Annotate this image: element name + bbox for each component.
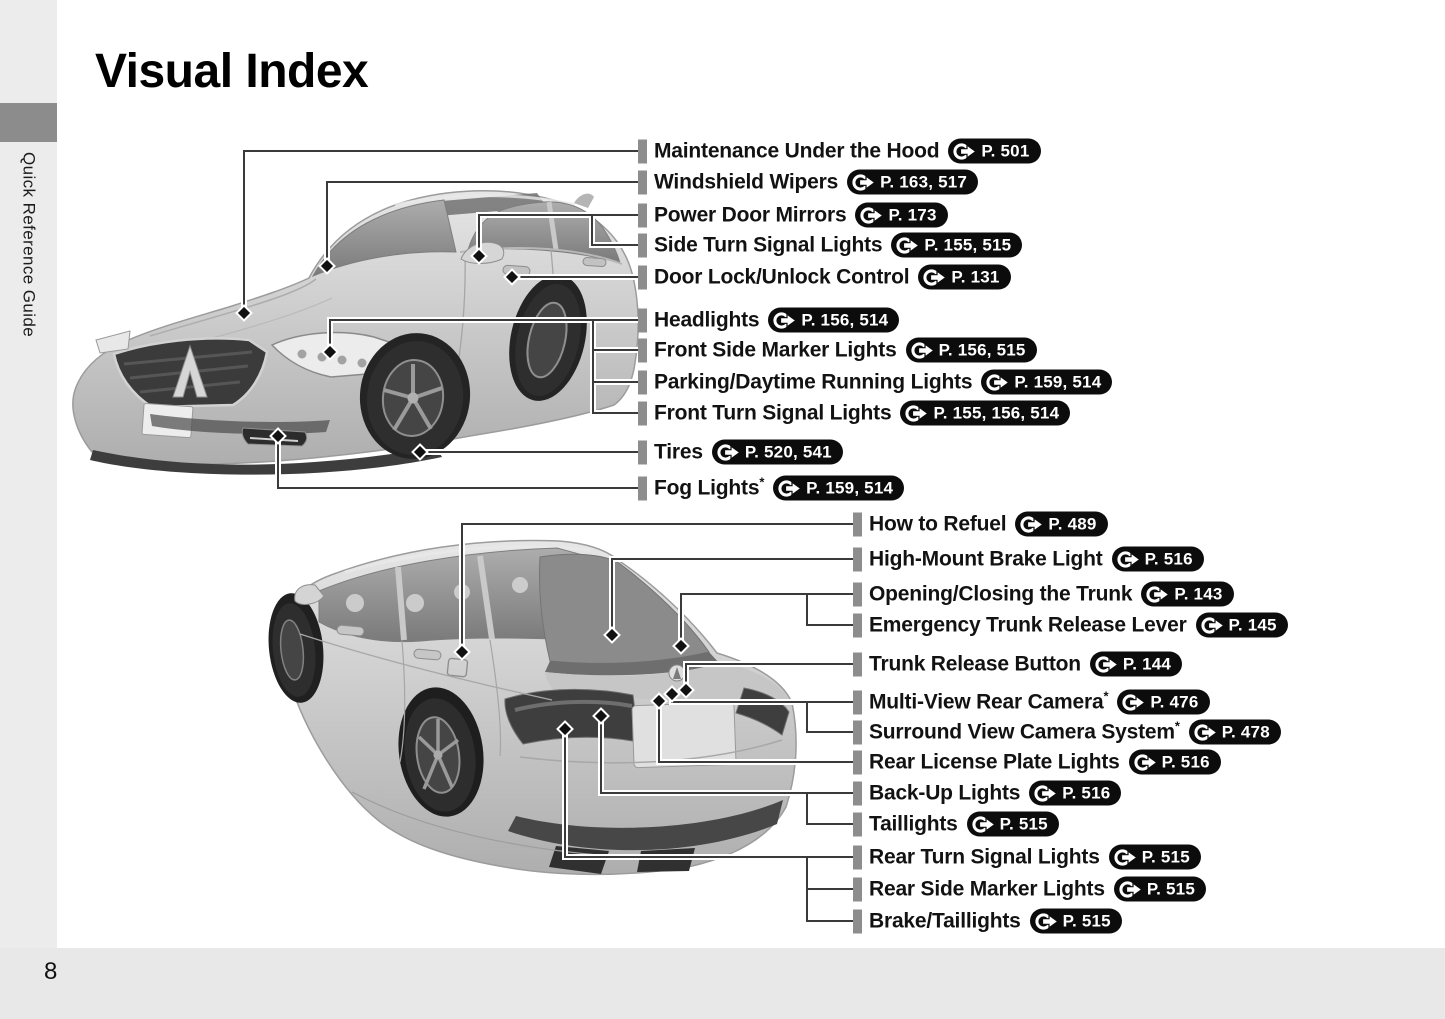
page-reference-text: P. 516	[1144, 549, 1193, 568]
connector-line	[807, 594, 853, 625]
page-reference-badge[interactable]	[1196, 613, 1288, 638]
callout-label: Windshield Wipers	[654, 170, 839, 193]
connector-line	[681, 594, 853, 646]
front-car-illustration	[73, 191, 638, 475]
page-reference-text: P. 516	[1062, 783, 1111, 802]
callout-front-turn-signal-lights	[638, 401, 1070, 426]
circle-arrow-right-icon	[778, 478, 802, 498]
circle-arrow-right-icon	[1194, 722, 1218, 742]
callout-tick-bar	[853, 547, 862, 571]
page-reference-text: P. 520, 541	[744, 442, 832, 461]
callout-label: Front Turn Signal Lights	[654, 401, 892, 424]
page-reference-text: P. 143	[1174, 584, 1223, 603]
callout-label: Power Door Mirrors	[654, 203, 847, 226]
callout-tick-bar	[638, 401, 647, 425]
circle-arrow-right-icon	[1122, 692, 1146, 712]
page-reference-badge[interactable]	[981, 370, 1112, 395]
circle-arrow-right-icon	[1095, 654, 1119, 674]
page-reference-badge[interactable]	[1114, 877, 1206, 902]
callout-label: Rear Turn Signal Lights	[869, 845, 1100, 868]
circle-arrow-right-icon	[717, 442, 741, 462]
callout-label: Parking/Daytime Running Lights	[654, 370, 973, 393]
optional-equipment-asterisk: *	[759, 474, 765, 489]
callout-tick-bar	[853, 845, 862, 869]
page-reference-badge[interactable]	[1141, 582, 1233, 607]
circle-arrow-right-icon	[860, 205, 884, 225]
callout-fog-lights	[638, 476, 904, 501]
callout-back-up-lights	[853, 781, 1121, 806]
callout-high-mount-brake-light	[853, 547, 1204, 572]
callout-label: How to Refuel	[869, 512, 1007, 535]
page-reference-text: P. 516	[1161, 752, 1210, 771]
callout-label: High-Mount Brake Light	[869, 547, 1103, 570]
connector-line	[807, 793, 853, 824]
page-reference-text: P. 515	[1146, 879, 1195, 898]
callout-tick-bar	[853, 877, 862, 901]
circle-arrow-right-icon	[1020, 514, 1044, 534]
callout-tick-bar	[638, 233, 647, 257]
circle-arrow-right-icon	[896, 235, 920, 255]
callout-tick-bar	[853, 909, 862, 933]
callout-opening-closing-the-trunk	[853, 582, 1234, 607]
callout-label: Multi-View Rear Camera*	[869, 688, 1109, 713]
callout-tick-bar	[638, 203, 647, 227]
callout-tick-bar	[638, 370, 647, 394]
callout-rear-license-plate-lights	[853, 750, 1221, 775]
page-reference-badge[interactable]	[773, 476, 904, 501]
circle-arrow-right-icon	[773, 310, 797, 330]
connector-line	[807, 857, 853, 889]
circle-arrow-right-icon	[923, 267, 947, 287]
callout-label: Rear License Plate Lights	[869, 750, 1120, 773]
circle-arrow-right-icon	[1134, 752, 1158, 772]
connector-line	[807, 889, 853, 921]
page-reference-badge[interactable]	[1109, 845, 1201, 870]
callout-tick-bar	[853, 613, 862, 637]
connector-line	[681, 594, 853, 646]
connector-line	[807, 702, 853, 732]
circle-arrow-right-icon	[905, 403, 929, 423]
callout-parking-daytime-running-lights	[638, 370, 1112, 395]
circle-arrow-right-icon	[1114, 847, 1138, 867]
circle-arrow-right-icon	[1201, 615, 1225, 635]
page-reference-text: P. 155, 156, 514	[933, 403, 1060, 422]
taillight-left	[505, 689, 639, 744]
page-reference-badge[interactable]	[768, 308, 899, 333]
callout-side-turn-signal-lights	[638, 233, 1022, 258]
circle-arrow-right-icon	[953, 141, 977, 161]
callout-how-to-refuel	[853, 512, 1108, 537]
callout-emergency-trunk-release-lever	[853, 613, 1288, 638]
circle-arrow-right-icon	[1117, 549, 1141, 569]
callout-power-door-mirrors	[638, 203, 948, 228]
circle-arrow-right-icon	[1146, 584, 1170, 604]
callout-surround-view-camera-system	[853, 720, 1281, 745]
page-reference-badge[interactable]	[1129, 750, 1221, 775]
callout-multi-view-rear-camera	[853, 690, 1210, 715]
door-handle	[337, 625, 365, 636]
connector-line	[807, 857, 853, 889]
callout-tick-bar	[638, 265, 647, 289]
sidebar-section-label: Quick Reference Guide	[19, 152, 39, 338]
callout-label: Trunk Release Button	[869, 652, 1081, 675]
rear-car-illustration	[263, 541, 796, 875]
page-reference-badge[interactable]	[1112, 547, 1204, 572]
footer-bar	[0, 948, 1445, 1019]
callout-label: Front Side Marker Lights	[654, 338, 897, 361]
callout-tick-bar	[638, 308, 647, 332]
page-reference-badge[interactable]	[918, 265, 1010, 290]
callout-label: Surround View Camera System*	[869, 718, 1180, 743]
circle-arrow-right-icon	[1119, 879, 1143, 899]
circle-arrow-right-icon	[986, 372, 1010, 392]
callout-label: Opening/Closing the Trunk	[869, 582, 1133, 605]
callout-tick-bar	[853, 690, 862, 714]
callout-label: Side Turn Signal Lights	[654, 233, 883, 256]
circle-arrow-right-icon	[852, 172, 876, 192]
callout-label: Taillights	[869, 812, 958, 835]
callout-tick-bar	[638, 440, 647, 464]
circle-arrow-right-icon	[972, 814, 996, 834]
page-reference-text: P. 156, 514	[801, 310, 889, 329]
callout-label: Fog Lights*	[654, 474, 765, 499]
callout-maintenance-under-the-hood	[638, 139, 1041, 164]
circle-arrow-right-icon	[1035, 911, 1059, 931]
callout-tick-bar	[853, 781, 862, 805]
connector-line	[807, 594, 853, 625]
page-reference-text: P. 159, 514	[1014, 372, 1102, 391]
callout-door-lock-unlock-control	[638, 265, 1011, 290]
callout-headlights	[638, 308, 899, 333]
callout-label: Back-Up Lights	[869, 781, 1021, 804]
page-reference-text: P. 163, 517	[880, 172, 968, 191]
callout-tick-bar	[853, 512, 862, 536]
page-reference-badge[interactable]	[1030, 909, 1122, 934]
page-reference-text: P. 489	[1048, 514, 1097, 533]
page-number: 8	[44, 958, 58, 985]
circle-arrow-right-icon	[1034, 783, 1058, 803]
callout-label: Maintenance Under the Hood	[654, 139, 940, 162]
callout-tick-bar	[853, 720, 862, 744]
callout-tick-bar	[638, 338, 647, 362]
callout-tick-bar	[638, 139, 647, 163]
page-reference-badge[interactable]	[900, 401, 1070, 426]
callout-front-side-marker-lights	[638, 338, 1037, 363]
callout-rear-turn-signal-lights	[853, 845, 1201, 870]
callout-tick-bar	[853, 582, 862, 606]
page-reference-badge[interactable]	[906, 338, 1037, 363]
page-reference-badge[interactable]	[855, 203, 947, 228]
page-reference-text: P. 515	[1062, 911, 1111, 930]
page-reference-text: P. 478	[1221, 722, 1270, 741]
page-reference-badge[interactable]	[891, 233, 1022, 258]
page-reference-text: P. 156, 515	[938, 340, 1026, 359]
page-reference-badge[interactable]	[948, 139, 1040, 164]
rear-license-plate	[632, 702, 736, 768]
page-reference-badge[interactable]	[1090, 652, 1182, 677]
callout-tires	[638, 440, 843, 465]
page-reference-badge[interactable]	[1015, 512, 1107, 537]
page-reference-badge[interactable]	[712, 440, 843, 465]
circle-arrow-right-icon	[911, 340, 935, 360]
callout-label: Tires	[654, 440, 703, 463]
callout-windshield-wipers	[638, 170, 978, 195]
callout-label: Brake/Taillights	[869, 909, 1021, 932]
page-reference-badge[interactable]	[967, 812, 1059, 837]
page-reference-text: P. 159, 514	[806, 478, 894, 497]
connector-line	[807, 889, 853, 921]
callout-tick-bar	[853, 652, 862, 676]
page-reference-text: P. 501	[981, 141, 1030, 160]
callout-tick-bar	[638, 170, 647, 194]
page-reference-text: P. 476	[1150, 692, 1199, 711]
page-reference-text: P. 515	[999, 814, 1048, 833]
page-reference-badge[interactable]	[847, 170, 978, 195]
callout-taillights	[853, 812, 1059, 837]
callout-tick-bar	[853, 812, 862, 836]
page-title: Visual Index	[95, 45, 369, 98]
page-reference-badge[interactable]	[1029, 781, 1121, 806]
callout-trunk-release-button	[853, 652, 1182, 677]
page-reference-badge[interactable]	[1189, 720, 1281, 745]
callout-rear-side-marker-lights	[853, 877, 1206, 902]
page-reference-badge[interactable]	[1117, 690, 1209, 715]
callout-label: Emergency Trunk Release Lever	[869, 613, 1187, 636]
callout-brake-taillights	[853, 909, 1122, 934]
connector-line	[807, 702, 853, 732]
callout-label: Rear Side Marker Lights	[869, 877, 1105, 900]
callout-label: Door Lock/Unlock Control	[654, 265, 910, 288]
page-reference-text: P. 173	[888, 205, 937, 224]
page-reference-text: P. 131	[951, 267, 1000, 286]
page-reference-text: P. 145	[1228, 615, 1277, 634]
callout-label: Headlights	[654, 308, 760, 331]
antenna-fin	[574, 194, 594, 208]
page-reference-text: P. 155, 515	[924, 235, 1012, 254]
optional-equipment-asterisk: *	[1103, 688, 1109, 703]
page-reference-text: P. 515	[1141, 847, 1190, 866]
connector-line	[807, 793, 853, 824]
callout-tick-bar	[853, 750, 862, 774]
callout-tick-bar	[638, 476, 647, 500]
page-reference-text: P. 144	[1122, 654, 1172, 673]
optional-equipment-asterisk: *	[1174, 718, 1180, 733]
